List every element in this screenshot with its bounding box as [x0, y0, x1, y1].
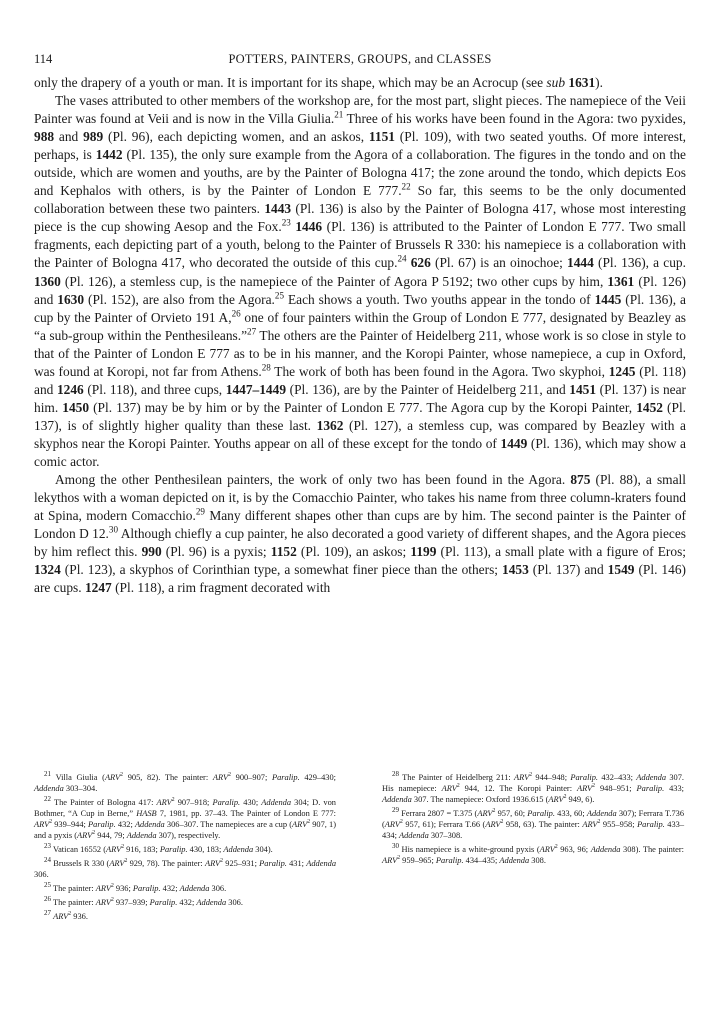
catalogue-number: 1630	[57, 291, 85, 307]
footnote	[34, 894, 336, 908]
text-run: 936;	[113, 883, 133, 893]
italic-text: Paralip.	[637, 819, 665, 829]
catalogue-number: 1247	[84, 580, 112, 596]
text-run: 955–958;	[600, 819, 638, 829]
italic-text: sub	[546, 75, 566, 90]
italic-text: Paralip.	[527, 808, 555, 818]
catalogue-number: 990	[141, 544, 162, 560]
text-run: 944, 79;	[95, 831, 127, 841]
text-run: 936.	[71, 911, 88, 921]
footnote-number: 26	[44, 894, 51, 903]
footnote	[382, 805, 684, 841]
note-ref: 2	[49, 819, 53, 826]
text-run: 907, 1) and a pyxis (	[34, 819, 337, 841]
catalogue-number: 1324	[34, 562, 61, 578]
catalogue-number: 1246	[56, 381, 84, 397]
text-run: (Pl. 88), a small lekythos with a woman depicted on it, is by the Comacchio Painter, who takes his name from three column-kraters found at Spina, modern Comacchio.	[34, 472, 686, 524]
catalogue-number: 1450	[62, 399, 90, 415]
text-run: Villa Giulia (	[55, 772, 105, 782]
footnote	[34, 794, 336, 841]
text-run: 434–435;	[463, 856, 500, 866]
text-run: 433–434;	[382, 819, 685, 841]
catalogue-number: 1442	[95, 147, 123, 163]
catalogue-number: 1446	[295, 219, 323, 235]
italic-text: ARV	[95, 897, 111, 907]
footnote-number: 30	[392, 842, 399, 851]
note-ref: 2	[92, 830, 96, 837]
footnote	[34, 769, 336, 794]
text-run: 430;	[240, 797, 262, 807]
text-run: (Pl. 136), a cup.	[593, 255, 686, 271]
text-run: 304; D. von Bothmer, “A Cup in Berne,”	[34, 797, 336, 818]
italic-text: ARV	[514, 772, 530, 782]
text-run: only the drapery of a youth or man. It is important for its shape, which may be an Acrocup (see	[34, 75, 547, 90]
italic-text: Paralip.	[435, 856, 464, 866]
text-run: The painter:	[52, 883, 96, 893]
text-run: (Pl. 126), a stemless cup, is the namepiece of the Painter of Agora P 5192; two other cups by him,	[60, 273, 608, 289]
text-run: ).	[595, 75, 603, 90]
italic-text: Addenda	[382, 794, 412, 804]
catalogue-number: 1447–1449	[225, 381, 287, 397]
text-run: 907–918;	[174, 797, 213, 807]
italic-text: ARV	[292, 819, 308, 829]
text-run: (Pl. 118), and three cups,	[83, 381, 226, 397]
text-run: (Pl. 109), with two seated youths. Of more interest, perhaps, is	[34, 129, 687, 163]
text-run: 306.	[226, 897, 243, 907]
text-run: (Pl. 136), a cup by the Painter of Orvieto 191 A,	[34, 291, 686, 325]
text-run: 7, 1981, pp. 37–43. The Painter of London E 777:	[156, 808, 336, 818]
text-run: 429–430;	[299, 772, 337, 782]
footnotes-right-column	[382, 769, 684, 866]
italic-text: Paralip.	[88, 819, 116, 829]
catalogue-number: 1449	[500, 435, 528, 451]
text-run: one of four painters within the Group of London E 777, designated by Beazley as “a sub-group within the Penthesileans.”	[34, 309, 686, 343]
note-ref: 2	[110, 883, 114, 890]
italic-text: ARV	[548, 794, 564, 804]
text-run: The vases attributed to other members of the workshop are, for the most part, slight pieces. The namepiece of the Veii Painter was found at Veii and is now in the Villa Giulia.	[34, 93, 686, 127]
note-ref: 2	[121, 844, 125, 851]
note-ref: 2	[500, 819, 504, 826]
footnote-number: 25	[44, 881, 51, 890]
text-run: 307); Ferrara T.736 (	[382, 808, 685, 829]
text-run: 900–907;	[230, 772, 272, 782]
note-ref: 30	[108, 524, 119, 535]
text-run: (Pl. 137) and	[528, 562, 608, 578]
text-run: His namepiece is a white-ground pyxis (	[401, 844, 540, 854]
note-ref: 2	[597, 819, 601, 826]
italic-text: Addenda	[34, 783, 64, 793]
italic-text: Paralip.	[570, 772, 599, 782]
italic-text: Addenda	[306, 858, 337, 868]
footnote-number: 22	[44, 794, 51, 803]
text-run: 925–931;	[223, 858, 260, 868]
catalogue-number: 989	[83, 129, 104, 145]
catalogue-number: 626	[410, 255, 431, 271]
footnote	[382, 769, 684, 805]
note-ref: 2	[397, 855, 401, 862]
italic-text: ARV	[485, 819, 501, 829]
note-ref: 2	[456, 783, 460, 790]
text-run: Vatican 16552 (	[52, 844, 106, 854]
text-run: 307), respectively.	[156, 831, 221, 841]
body-text	[34, 74, 686, 597]
text-run: (Pl. 152), are also from the Agora.	[84, 291, 275, 307]
catalogue-number: 1361	[607, 273, 635, 289]
note-ref: 2	[68, 910, 72, 917]
text-run: 905, 82). The painter:	[123, 772, 213, 782]
note-ref: 2	[124, 858, 128, 865]
footnote-number: 29	[392, 806, 399, 815]
italic-text: Addenda	[134, 819, 165, 829]
text-run: The painter:	[52, 897, 96, 907]
text-run: Ferrara 2807 = T.375 (	[401, 808, 478, 818]
italic-text: ARV	[382, 856, 398, 866]
footnote	[34, 855, 336, 880]
catalogue-number: 1445	[594, 291, 622, 307]
text-run: 306.	[209, 883, 227, 893]
paragraph	[34, 92, 686, 471]
text-run: 957, 61); Ferrara T.66 (	[402, 819, 486, 829]
text-run: 958, 63). The painter:	[503, 819, 583, 829]
italic-text: ARV	[77, 831, 93, 841]
italic-text: Paralip.	[159, 844, 188, 854]
text-run: 431;	[286, 858, 307, 868]
note-ref: 2	[220, 858, 224, 865]
text-run: (Pl. 136), which may show a comic actor.	[34, 435, 686, 469]
italic-text: HASB	[136, 808, 157, 818]
text-run: 433, 60;	[554, 808, 587, 818]
footnote	[34, 841, 336, 855]
catalogue-number: 1631	[568, 75, 596, 90]
note-ref: 29	[195, 506, 205, 517]
note-ref: 2	[228, 772, 231, 778]
text-run: 306–307. The namepieces are a cup (	[164, 819, 292, 829]
catalogue-number: 1443	[264, 201, 292, 217]
catalogue-number: 1452	[636, 399, 663, 415]
italic-text: Addenda	[196, 897, 227, 907]
catalogue-number: 1152	[270, 544, 297, 560]
text-run: (Pl. 67) is an oinochoe;	[430, 255, 568, 271]
italic-text: ARV	[582, 819, 598, 829]
note-ref: 25	[274, 290, 285, 301]
note-ref: 2	[171, 796, 175, 803]
text-run: 916, 183;	[124, 844, 160, 854]
note-ref: 2	[592, 783, 596, 790]
italic-text: ARV	[212, 772, 229, 782]
text-run: (Pl. 136) is also by the Painter of Bologna 417, whose most interesting piece is the cup showing Aesop and the Fox.	[34, 201, 686, 235]
text-run: 957, 60;	[495, 808, 528, 818]
text-run: (Pl. 137) may be by him or by the Painter of London E 777. The Agora cup by the Koropi Painter,	[89, 399, 637, 415]
text-run: (Pl. 109), an askos;	[296, 544, 411, 560]
text-run: 303–304.	[63, 783, 98, 793]
text-run: The Painter of Heidelberg 211:	[402, 772, 515, 782]
text-run: 432–433;	[598, 772, 637, 782]
text-run: 963, 96;	[557, 844, 591, 854]
text-run: (Pl. 137), is of slightly higher quality than these last.	[34, 399, 687, 433]
footnote-number: 24	[44, 856, 51, 865]
italic-text: ARV	[204, 858, 221, 868]
text-run: (Pl. 146) are cups.	[34, 562, 686, 596]
italic-text: Addenda	[223, 844, 254, 854]
text-run: and	[54, 129, 84, 145]
note-ref: 2	[110, 896, 114, 903]
italic-text: Addenda	[590, 844, 621, 854]
text-run: 430, 183;	[187, 844, 224, 854]
text-run: 937–939;	[113, 897, 150, 907]
text-run: 432;	[177, 897, 197, 907]
italic-text: ARV	[576, 783, 593, 793]
catalogue-number: 1245	[608, 363, 636, 379]
italic-text: ARV	[105, 844, 122, 854]
paragraph	[34, 471, 686, 597]
text-run: 432;	[115, 819, 135, 829]
text-run: The work of both has been found in the Agora. Two skyphoi,	[270, 363, 609, 379]
catalogue-number: 1453	[502, 562, 529, 578]
italic-text: Paralip.	[149, 897, 178, 907]
running-head: POTTERS, PAINTERS, GROUPS, and CLASSES	[228, 52, 492, 66]
text-run: (Pl. 126) and	[34, 273, 686, 307]
note-ref: 21	[334, 109, 344, 120]
text-run: (Pl. 136), are by the Painter of Heidelberg 211, and	[286, 381, 570, 397]
text-run: (Pl. 136) is attributed to the Painter of London E 777. Two small fragments, each depicting part of a youth, belong to the Painter of Brussels R 330: his namepiece is a collaboration with the Painter of Bologna 417, who decorated the outside of this cup.	[34, 219, 686, 271]
text-run: (Pl. 137) is near him.	[34, 381, 686, 415]
note-ref: 2	[554, 844, 558, 851]
note-ref: 2	[400, 819, 403, 826]
italic-text: Addenda	[499, 856, 530, 866]
italic-text: Addenda	[126, 831, 157, 841]
catalogue-number: 875	[570, 472, 591, 488]
text-run: 432;	[160, 883, 180, 893]
text-run: 949, 6).	[566, 794, 595, 804]
footnote	[34, 880, 336, 894]
text-run: Each shows a youth. Two youths appear in the tondo of	[284, 291, 595, 307]
text-run: 948–951;	[595, 783, 637, 793]
italic-text: Addenda	[398, 831, 429, 841]
text-run: (Pl. 135), the only sure example from the Agora of a collaboration. The figures in the tondo and on the outside, which are women and youths, are by the Painter of Bologna 417; the zone around the tondo, which depicts Eos and Kephalos with others, is by the Painter of London E 777.	[34, 147, 686, 199]
page-number: 114	[34, 52, 53, 66]
text-run: Among the other Penthesilean painters, the work of only two has been found in the Agora.	[55, 472, 571, 488]
text-run: 308). The painter:	[620, 844, 684, 854]
text-run: (Pl. 113), a small plate with a figure of Eros;	[436, 544, 687, 560]
note-ref: 22	[401, 181, 411, 192]
page-header	[34, 52, 686, 72]
text-run: (Pl. 118) and	[34, 363, 686, 397]
paragraph	[34, 74, 686, 92]
note-ref: 27	[247, 326, 257, 337]
footnote-number: 21	[44, 770, 51, 778]
footnotes-left-column	[34, 769, 336, 922]
italic-text: ARV	[104, 772, 121, 782]
note-ref: 28	[261, 362, 271, 373]
text-run: 307. His namepiece:	[382, 772, 685, 793]
note-ref: 2	[307, 819, 311, 826]
italic-text: ARV	[53, 911, 69, 921]
footnote-number: 23	[44, 842, 51, 851]
italic-text: Addenda	[179, 883, 210, 893]
text-run: (Pl. 127), a stemless cup, was compared by Beazley with a skyphos near the Koropi Painter. Youths appear on all of these except for the tondo of	[34, 417, 686, 451]
italic-text: Paralip.	[636, 783, 665, 793]
italic-text: ARV	[477, 808, 493, 818]
italic-text: Paralip.	[271, 772, 300, 782]
italic-text: ARV	[539, 844, 555, 854]
text-run: Although chiefly a cup painter, he also decorated a good variety of different shapes, and the Agora pieces by him reflect this.	[34, 526, 686, 560]
text-run: (Pl. 96), each depicting women, and an askos,	[103, 129, 369, 145]
text-run: 939–944;	[52, 819, 89, 829]
text-run: The Painter of Bologna 417:	[53, 797, 157, 807]
text-run: 307–308.	[428, 831, 463, 841]
note-ref: 2	[492, 808, 496, 815]
italic-text: ARV	[384, 819, 400, 829]
text-run: 929, 78). The painter:	[127, 858, 205, 868]
text-run: 307. The namepiece: Oxford 1936.615 (	[411, 794, 549, 804]
italic-text: ARV	[95, 883, 111, 893]
text-run: 944–948;	[532, 772, 571, 782]
text-run: So far, this seems to be the only documented collaboration between these two painters.	[34, 183, 686, 217]
italic-text: Addenda	[586, 808, 617, 818]
note-ref: 26	[231, 308, 241, 319]
text-run: (Pl. 96) is a pyxis;	[161, 544, 271, 560]
italic-text: ARV	[441, 783, 457, 793]
catalogue-number: 1549	[607, 562, 635, 578]
italic-text: ARV	[34, 819, 50, 829]
italic-text: ARV	[109, 858, 125, 868]
italic-text: Addenda	[261, 797, 292, 807]
text-run: 306.	[34, 869, 49, 879]
text-run: 433;	[664, 783, 685, 793]
text-run: 944, 12. The Koropi Painter:	[459, 783, 577, 793]
footnote-number: 28	[392, 770, 399, 778]
text-run: 304).	[253, 844, 273, 854]
note-ref: 23	[281, 217, 291, 228]
footnote	[34, 908, 336, 922]
catalogue-number: 1360	[34, 273, 61, 289]
italic-text: Paralip.	[212, 797, 241, 807]
catalogue-number: 988	[34, 129, 55, 145]
note-ref: 2	[563, 794, 567, 801]
text-run: Brussels R 330 (	[53, 858, 110, 868]
note-ref: 2	[529, 772, 533, 778]
text-run: 308.	[529, 856, 546, 866]
footnote	[382, 841, 684, 866]
catalogue-number: 1444	[567, 255, 594, 271]
note-ref: 24	[397, 254, 407, 264]
italic-text: Addenda	[636, 772, 667, 782]
text-run: Many different shapes other than cups are by him. The second painter is the Painter of London D 12.	[34, 508, 686, 542]
catalogue-number: 1362	[316, 417, 344, 433]
catalogue-number: 1151	[368, 129, 395, 145]
catalogue-number: 1199	[410, 544, 437, 560]
italic-text: Paralip.	[132, 883, 161, 893]
footnote-number: 27	[44, 908, 51, 917]
italic-text: Paralip.	[259, 858, 287, 868]
catalogue-number: 1451	[569, 381, 597, 397]
italic-text: ARV	[156, 797, 172, 807]
text-run: 959–965;	[400, 856, 436, 866]
text-run: Three of his works have been found in the Agora: two pyxides,	[343, 111, 686, 127]
text-run: (Pl. 123), a skyphos of Corinthian type, a somewhat finer piece than the others;	[60, 562, 503, 578]
note-ref: 2	[120, 772, 123, 778]
text-run: (Pl. 118), a rim fragment decorated with	[111, 580, 331, 596]
text-run: The others are the Painter of Heidelberg 211, whose work is so close in style to that of the Painter of London E 777 as to be in his manner, and the Koropi Painter, whose namepiece, a cup in Oxford, was found at Koropi, not far from Athens.	[34, 327, 686, 379]
